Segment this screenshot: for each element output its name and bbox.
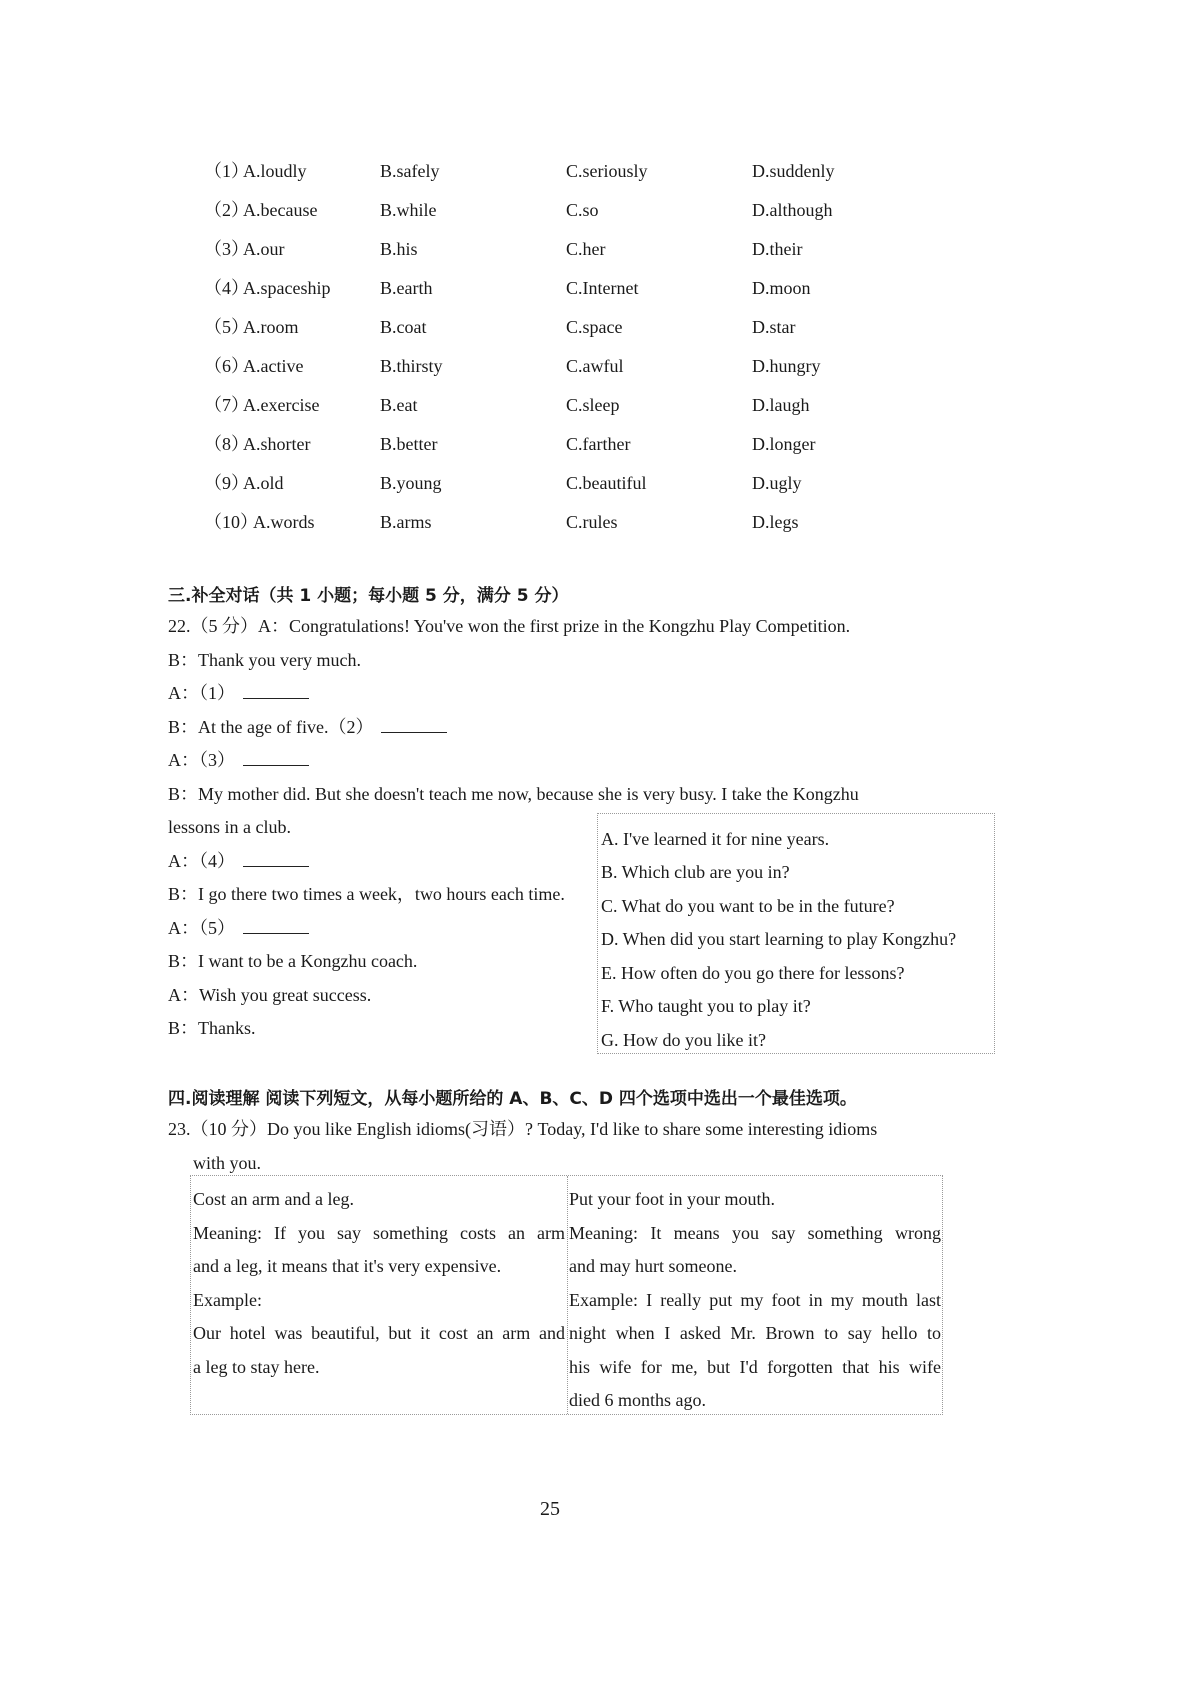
cell-line: died 6 months ago. (569, 1390, 706, 1410)
option-a: A.old (243, 473, 284, 493)
option-c: C.farther (566, 434, 631, 454)
option-a: A.loudly (243, 161, 307, 181)
cell-line: and a leg, it means that it's very expensive. (193, 1256, 502, 1276)
option-d: D.hungry (752, 356, 821, 376)
dialogue-option: C. What do you want to be in the future? (601, 896, 895, 916)
option-a: A.spaceship (243, 278, 331, 298)
dialogue-line (168, 849, 309, 873)
cell-line: Meaning: If you say something costs an arm (193, 1223, 565, 1243)
option-c: C.sleep (566, 395, 620, 415)
option-row (0, 276, 1100, 300)
idiom-table (190, 1175, 943, 1415)
option-b: B.his (380, 239, 418, 259)
option-row (0, 471, 1100, 495)
answer-blank[interactable] (243, 682, 309, 699)
dialogue-text: A：（4） (168, 851, 235, 871)
cell-line: his wife for me, but I'd forgotten that his wife (569, 1357, 941, 1377)
option-b: B.thirsty (380, 356, 443, 376)
option-d: D.laugh (752, 395, 810, 415)
dialogue-line (168, 916, 309, 940)
option-number: （3） (204, 239, 249, 259)
option-c: C.seriously (566, 161, 648, 181)
option-d: D.longer (752, 434, 816, 454)
option-row (0, 237, 1100, 261)
option-b: B.earth (380, 278, 433, 298)
option-b: B.while (380, 200, 437, 220)
dialogue-text: A：（1） (168, 683, 235, 703)
question-22: 22.（5 分）A：Congratulations! You've won the first prize in the Kongzhu Play Competition. (168, 616, 851, 636)
answer-blank[interactable] (243, 917, 309, 934)
option-row (0, 432, 1100, 456)
option-row (0, 315, 1100, 339)
table-divider (567, 1176, 568, 1414)
option-number: （2） (204, 200, 249, 220)
option-a: A.room (243, 317, 299, 337)
option-a: A.active (243, 356, 304, 376)
cell-line: night when I asked Mr. Brown to say hello to (569, 1323, 941, 1343)
option-c: C.Internet (566, 278, 639, 298)
option-number: （8） (204, 434, 249, 454)
option-b: B.arms (380, 512, 432, 532)
page-number: 25 (540, 1498, 560, 1520)
option-row (0, 393, 1100, 417)
option-number: （6） (204, 356, 249, 376)
dialogue-option: F. Who taught you to play it? (601, 996, 811, 1016)
cell-line: Example: I really put my foot in my mouth last (569, 1290, 941, 1310)
option-d: D.their (752, 239, 803, 259)
option-c: C.her (566, 239, 606, 259)
option-number: （10） (204, 512, 258, 532)
option-row (0, 198, 1100, 222)
option-b: B.coat (380, 317, 427, 337)
option-a: A.words (253, 512, 315, 532)
section-heading-dialogue: 三.补全对话（共 1 小题；每小题 5 分，满分 5 分） (168, 586, 569, 606)
option-c: C.beautiful (566, 473, 647, 493)
dialogue-line: B：My mother did. But she doesn't teach me now, because she is very busy. I take the Kongzhu (168, 784, 859, 804)
option-c: C.awful (566, 356, 624, 376)
dialogue-line: A：Wish you great success. (168, 985, 372, 1005)
dialogue-line: B：I go there two times a week，two hours each time. (168, 884, 565, 904)
dialogue-option: E. How often do you go there for lessons? (601, 963, 905, 983)
dialogue-text: B：At the age of five.（2） (168, 717, 374, 737)
cell-line: Example: (193, 1290, 262, 1310)
dialogue-line (168, 681, 309, 705)
dialogue-line (168, 715, 447, 739)
option-b: B.young (380, 473, 442, 493)
dialogue-line: B：Thanks. (168, 1018, 256, 1038)
option-d: D.ugly (752, 473, 802, 493)
option-a: A.exercise (243, 395, 320, 415)
option-d: D.suddenly (752, 161, 835, 181)
option-b: B.eat (380, 395, 418, 415)
option-number: （7） (204, 395, 249, 415)
option-d: D.although (752, 200, 833, 220)
option-d: D.moon (752, 278, 811, 298)
dialogue-options-box (597, 813, 995, 1054)
section-heading-reading: 四.阅读理解 阅读下列短文，从每小题所给的 A、B、C、D 四个选项中选出一个最佳选项。 (168, 1089, 857, 1109)
option-number: （1） (204, 161, 249, 181)
dialogue-text: A：（3） (168, 750, 235, 770)
dialogue-line: lessons in a club. (168, 817, 291, 837)
option-row (0, 510, 1100, 534)
cell-line: a leg to stay here. (193, 1357, 320, 1377)
answer-blank[interactable] (243, 850, 309, 867)
answer-blank[interactable] (381, 716, 447, 733)
cell-line: Put your foot in your mouth. (569, 1189, 775, 1209)
dialogue-option: G. How do you like it? (601, 1030, 766, 1050)
cell-line: Meaning: It means you say something wrong (569, 1223, 941, 1243)
option-b: B.better (380, 434, 438, 454)
option-d: D.star (752, 317, 796, 337)
option-number: （5） (204, 317, 249, 337)
answer-blank[interactable] (243, 749, 309, 766)
dialogue-text: A：（5） (168, 918, 235, 938)
option-a: A.our (243, 239, 285, 259)
cell-line: Our hotel was beautiful, but it cost an arm and (193, 1323, 565, 1343)
dialogue-option: D. When did you start learning to play Kongzhu? (601, 929, 957, 949)
option-number: （4） (204, 278, 249, 298)
dialogue-option: B. Which club are you in? (601, 862, 790, 882)
dialogue-line (168, 748, 309, 772)
option-c: C.rules (566, 512, 618, 532)
question-23-continued: with you. (193, 1153, 262, 1173)
option-c: C.space (566, 317, 623, 337)
cell-line: Cost an arm and a leg. (193, 1189, 354, 1209)
dialogue-option: A. I've learned it for nine years. (601, 829, 830, 849)
option-number: （9） (204, 473, 249, 493)
option-a: A.because (243, 200, 318, 220)
option-d: D.legs (752, 512, 799, 532)
option-b: B.safely (380, 161, 440, 181)
option-c: C.so (566, 200, 599, 220)
cell-line: and may hurt someone. (569, 1256, 737, 1276)
dialogue-line: B：I want to be a Kongzhu coach. (168, 951, 418, 971)
dialogue-line: B：Thank you very much. (168, 650, 361, 670)
option-a: A.shorter (243, 434, 311, 454)
option-row (0, 159, 1100, 183)
question-23: 23.（10 分）Do you like English idioms(习语）? Today, I'd like to share some interesting idioms (168, 1119, 878, 1139)
option-row (0, 354, 1100, 378)
